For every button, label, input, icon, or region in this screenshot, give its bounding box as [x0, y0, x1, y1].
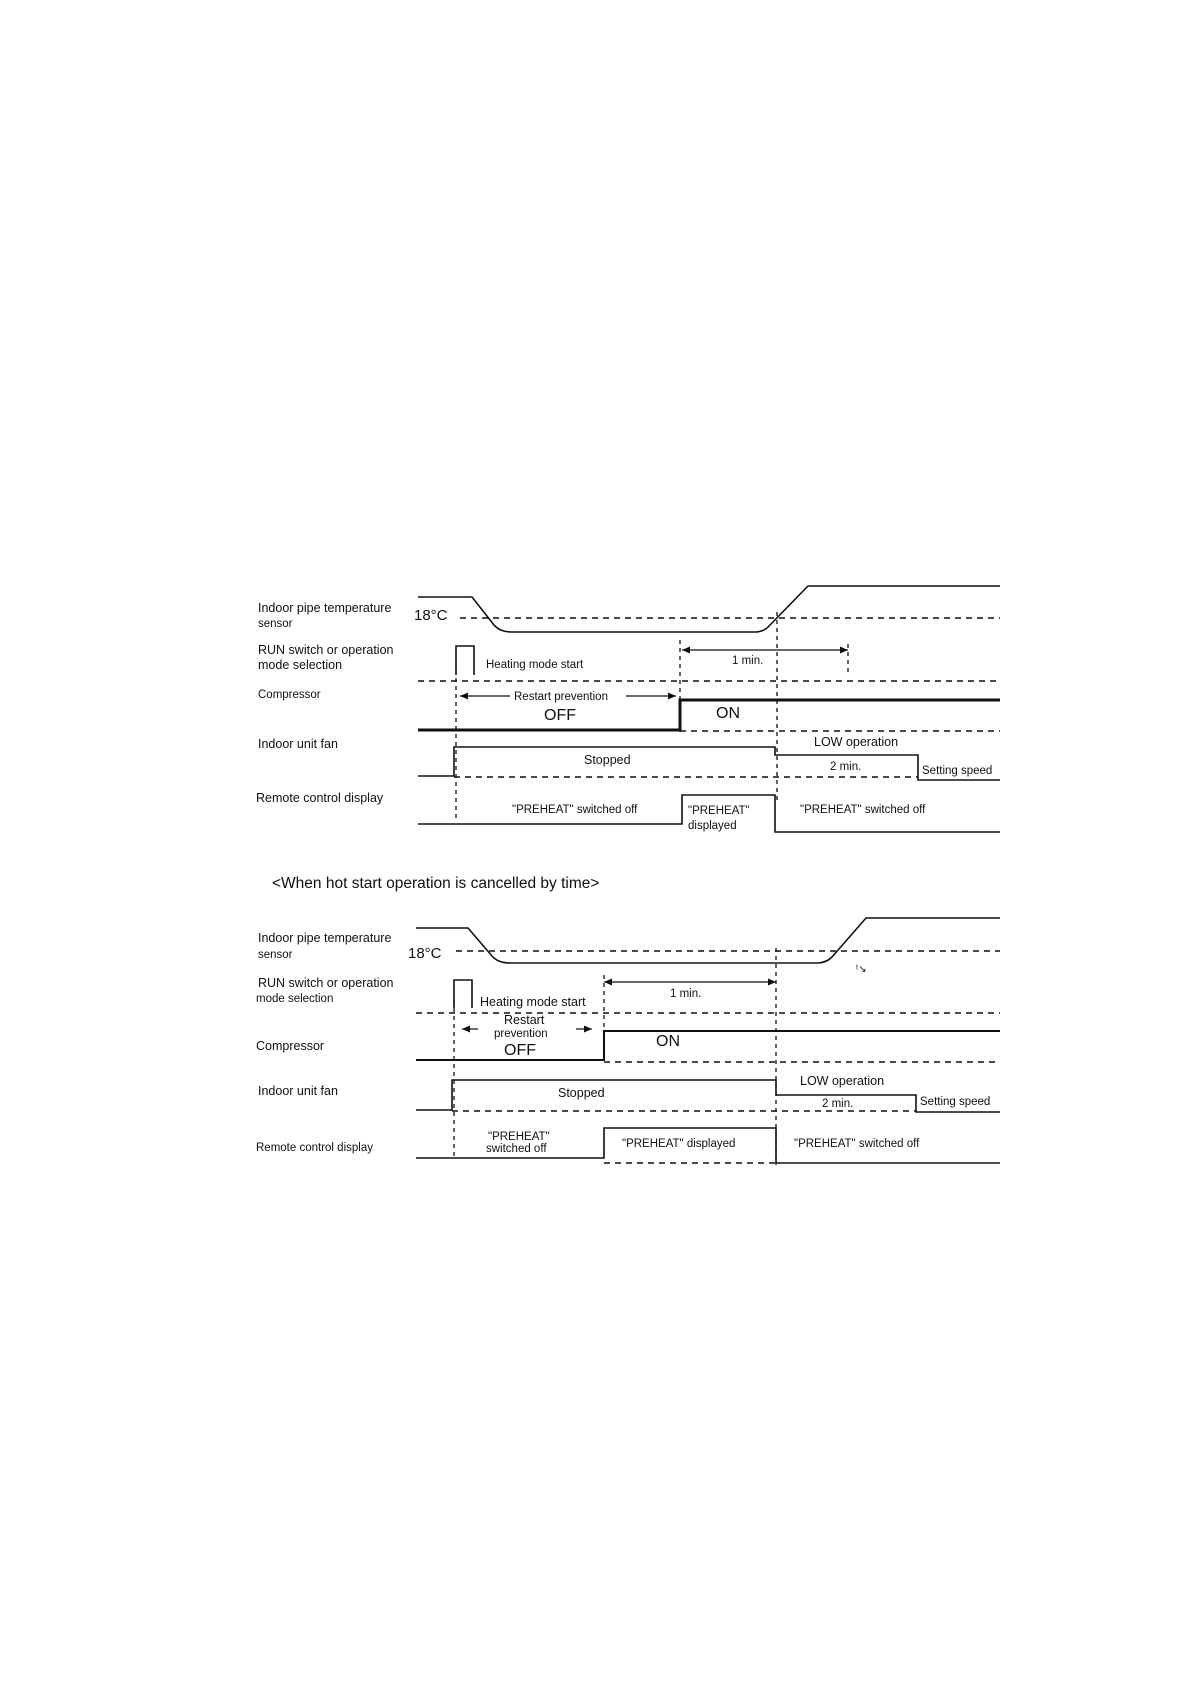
fan-signal [416, 1080, 1000, 1112]
label-indoor-fan: Indoor unit fan [258, 737, 338, 751]
label-run-switch-line1: RUN switch or operation [258, 643, 394, 657]
compressor-signal [418, 700, 1000, 730]
one-minute-label: 1 min. [732, 655, 764, 667]
label-sensor-line2: sensor [258, 949, 293, 961]
label-indoor-fan: Indoor unit fan [258, 1084, 338, 1098]
temperature-threshold: 18°C [408, 945, 442, 962]
setting-speed-label: Setting speed [922, 765, 993, 777]
label-run-switch-line1: RUN switch or operation [258, 976, 394, 990]
one-minute-label: 1 min. [670, 988, 702, 1000]
label-sensor-line1: Indoor pipe temperature [258, 931, 392, 945]
low-operation-label: LOW operation [814, 735, 899, 749]
timing-diagram-2 [256, 918, 1000, 1165]
prevention-label: prevention [494, 1028, 548, 1040]
restart-prevention-label: Restart prevention [514, 691, 608, 703]
compressor-off-label: OFF [504, 1042, 536, 1059]
preheat-off-label-2: "PREHEAT" switched off [794, 1138, 920, 1150]
fan-stopped-label: Stopped [558, 1086, 605, 1100]
fan-signal [418, 747, 1000, 780]
temperature-threshold: 18°C [414, 607, 448, 624]
two-minute-label: 2 min. [822, 1098, 854, 1110]
section-caption-wrapper [272, 875, 599, 892]
label-sensor-line1: Indoor pipe temperature [258, 601, 392, 615]
two-minute-label: 2 min. [830, 761, 862, 773]
compressor-off-label: OFF [544, 707, 576, 724]
heating-mode-start-label: Heating mode start [480, 995, 586, 1009]
restart-label: Restart [504, 1013, 545, 1027]
label-sensor-line2: sensor [258, 618, 293, 630]
setting-speed-label: Setting speed [920, 1096, 991, 1108]
preheat-off-label-1: "PREHEAT" switched off [512, 804, 638, 816]
run-switch-pulse [456, 646, 474, 675]
label-compressor: Compressor [256, 1039, 325, 1053]
section-caption: <When hot start operation is cancelled by time> [272, 875, 600, 892]
pipe-temperature-curve [418, 586, 1000, 632]
preheat-displayed-line1: "PREHEAT" [688, 805, 750, 817]
restart-prevention-interval [462, 1013, 592, 1040]
restart-prevention-interval [460, 691, 676, 703]
label-compressor: Compressor [258, 689, 321, 701]
heating-mode-start-label: Heating mode start [486, 659, 584, 671]
compressor-on-label: ON [716, 705, 740, 722]
compressor-on-label: ON [656, 1033, 680, 1050]
preheat-displayed-line2: displayed [688, 820, 737, 832]
label-remote-display: Remote control display [256, 791, 384, 805]
low-operation-label: LOW operation [800, 1074, 885, 1088]
one-minute-interval [604, 979, 776, 1001]
label-run-switch-line2: mode selection [258, 658, 343, 672]
preheat-off-label-2: "PREHEAT" switched off [800, 804, 926, 816]
preheat-off-line1: "PREHEAT" [488, 1131, 550, 1143]
label-run-switch-line2: mode selection [256, 993, 334, 1005]
stray-mark: ᵗ↘ [856, 964, 867, 975]
pipe-temperature-curve [416, 918, 1000, 963]
preheat-displayed-label: "PREHEAT" displayed [622, 1138, 736, 1150]
timing-diagram-1 [256, 586, 1000, 832]
run-switch-pulse [454, 980, 472, 1008]
preheat-off-line2: switched off [486, 1143, 547, 1155]
fan-stopped-label: Stopped [584, 753, 631, 767]
label-remote-display: Remote control display [256, 1142, 373, 1154]
one-minute-interval [682, 644, 848, 674]
